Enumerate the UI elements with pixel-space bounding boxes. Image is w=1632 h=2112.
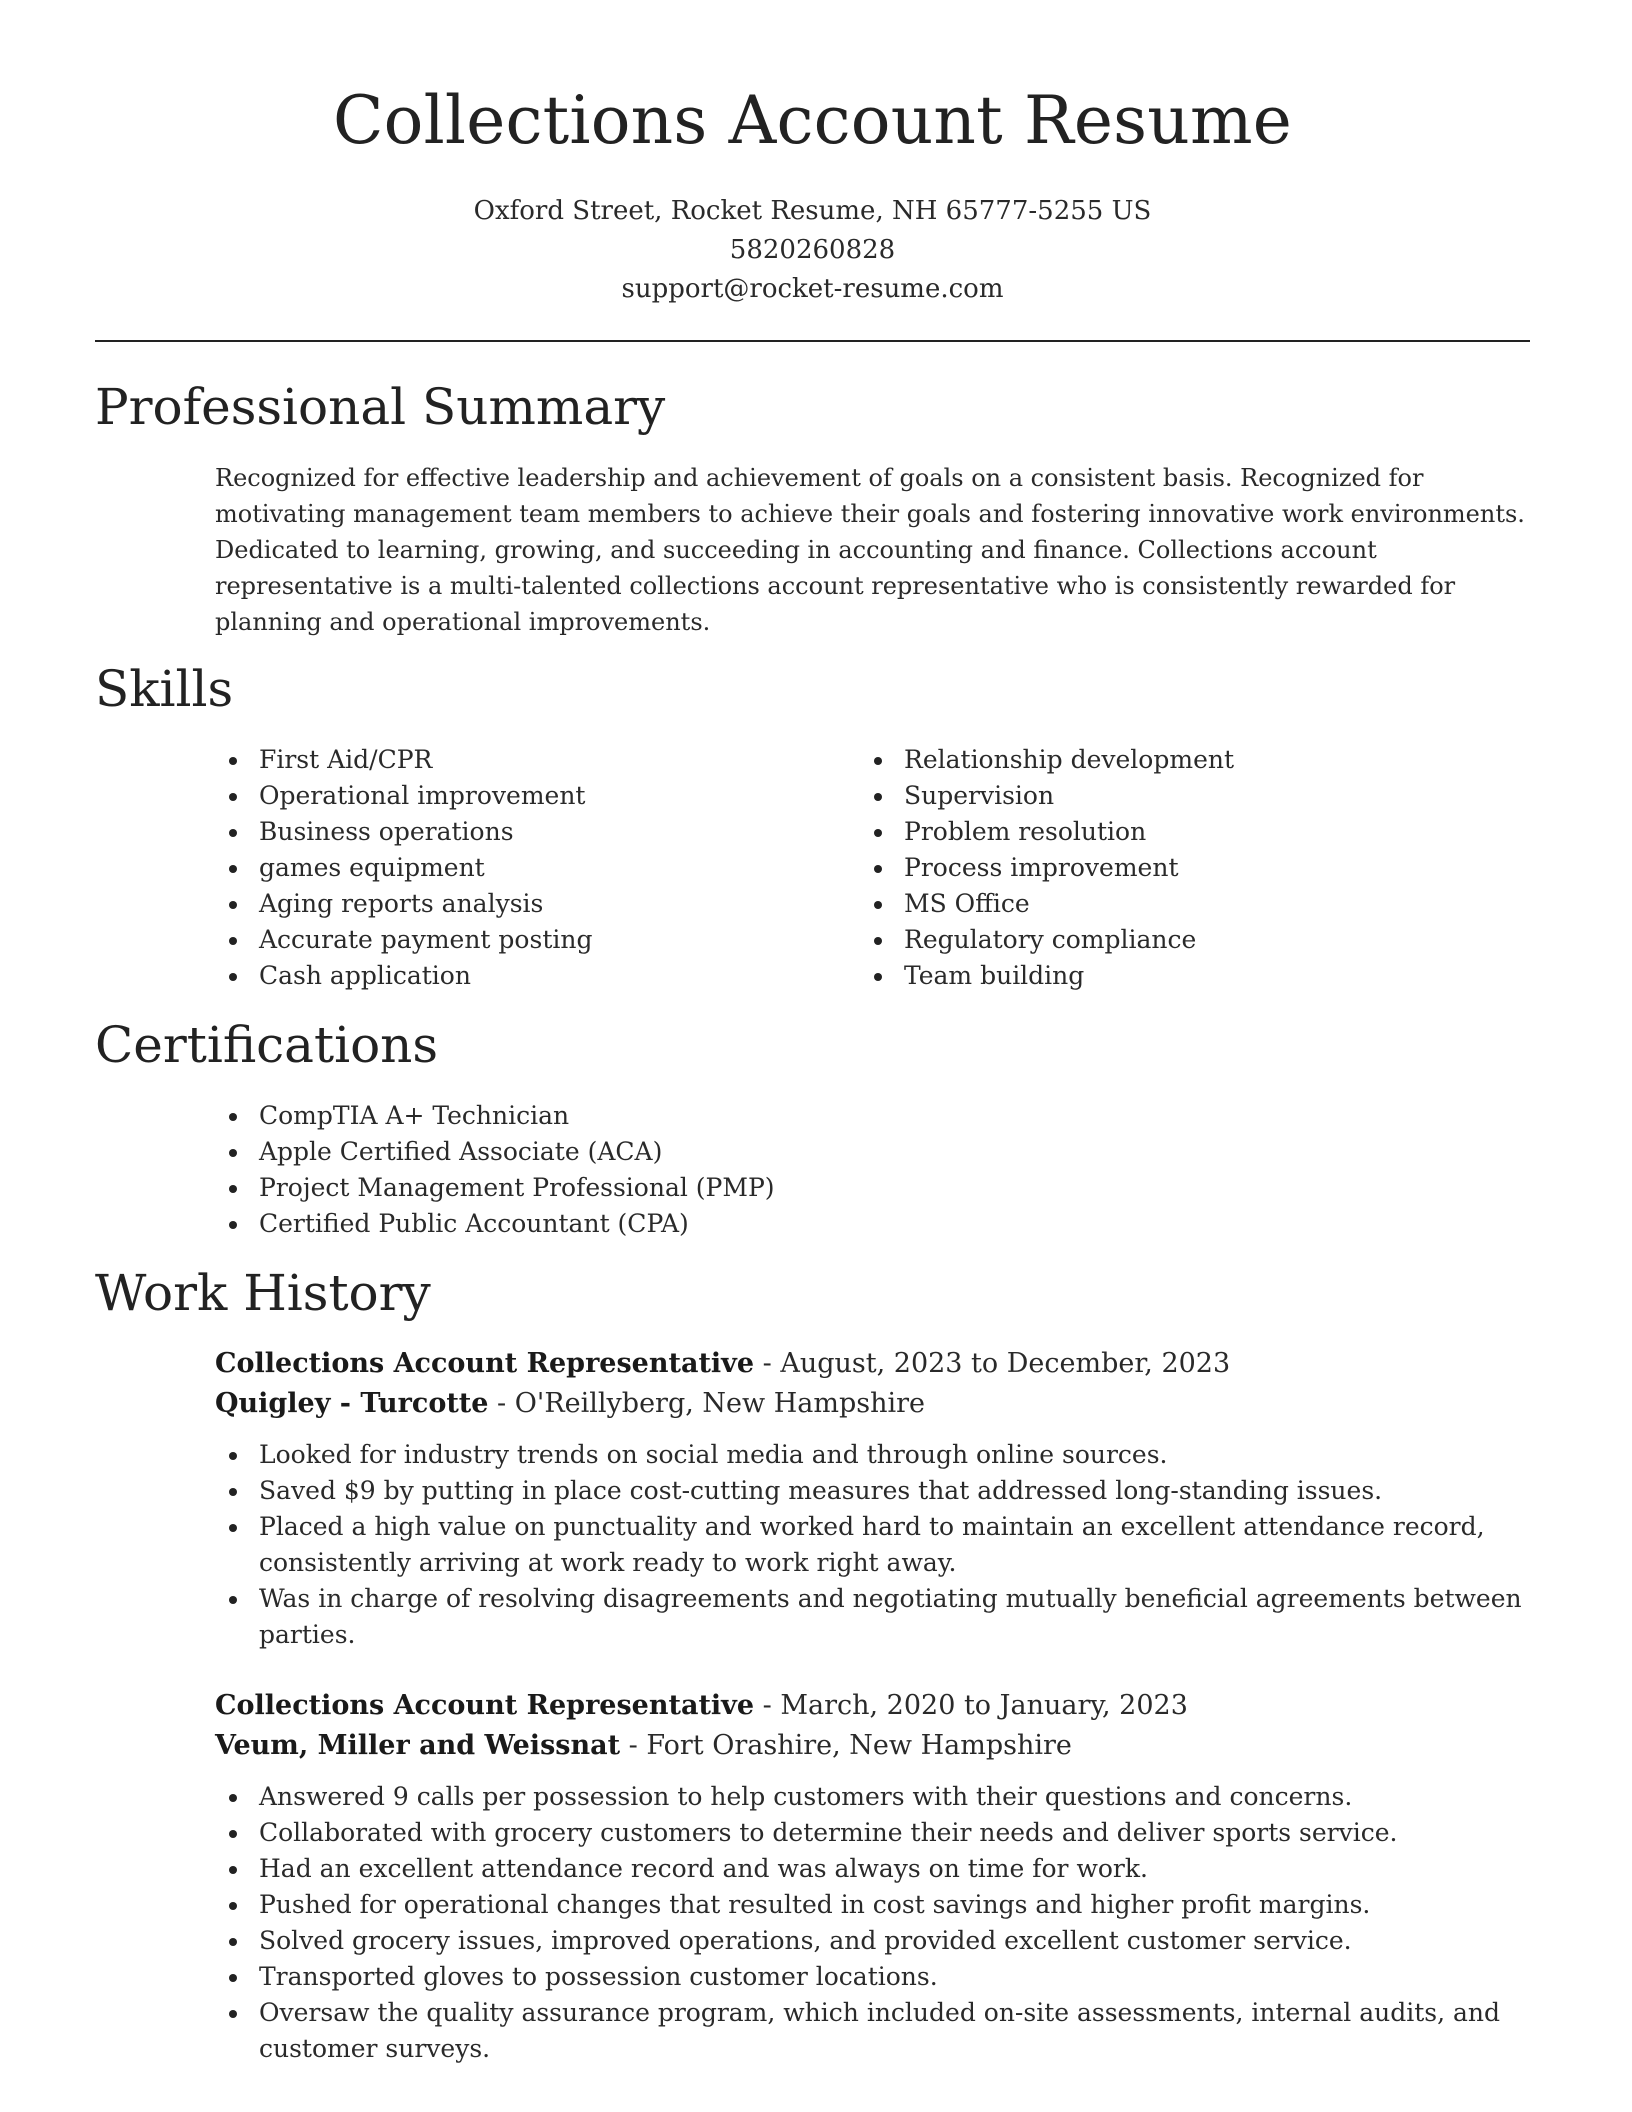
job-2-title: Collections Account Representative [215, 1690, 755, 1721]
list-item: Collaborated with grocery customers to determine their needs and deliver sports service. [215, 1815, 1540, 1851]
job-2-title-line [215, 1686, 1188, 1726]
list-item: Was in charge of resolving disagreements and negotiating mutually beneficial agreements between parties. [215, 1581, 1540, 1653]
list-item: Solved grocery issues, improved operations, and provided excellent customer service. [215, 1923, 1540, 1959]
list-item: First Aid/CPR [215, 742, 855, 778]
list-item: MS Office [860, 886, 1500, 922]
header-divider [95, 340, 1530, 342]
list-item: Operational improvement [215, 778, 855, 814]
contact-email: support@rocket-resume.com [621, 274, 1004, 304]
job-1-title-line [215, 1344, 1230, 1384]
job-1-company: Quigley - Turcotte [215, 1388, 489, 1419]
list-item: Team building [860, 958, 1500, 994]
job-2-dates: - March, 2020 to January, 2023 [754, 1690, 1188, 1721]
job-2-company: Veum, Miller and Weissnat [215, 1730, 621, 1761]
list-item: Supervision [860, 778, 1500, 814]
job-2-bullets [215, 1779, 1540, 2067]
list-item: Aging reports analysis [215, 886, 855, 922]
contact-phone: 5820260828 [729, 235, 896, 265]
job-1-bullets [215, 1437, 1540, 1653]
resume-title: Collections Account Resume [332, 82, 1292, 159]
job-1-location: - O'Reillyberg, New Hampshire [488, 1388, 925, 1419]
skills-list-left [215, 742, 855, 994]
skills-list-right [860, 742, 1500, 994]
job-2-location: - Fort Orashire, New Hampshire [620, 1730, 1072, 1761]
list-item: Apple Certified Associate (ACA) [215, 1134, 1515, 1170]
list-item: Had an excellent attendance record and was always on time for work. [215, 1851, 1540, 1887]
job-2-header [215, 1686, 1188, 1766]
job-1-dates: - August, 2023 to December, 2023 [754, 1348, 1231, 1379]
list-item: CompTIA A+ Technician [215, 1098, 1515, 1134]
list-item: Pushed for operational changes that resulted in cost savings and higher profit margins. [215, 1887, 1540, 1923]
summary-text: Recognized for effective leadership and achievement of goals on a consistent basis. Recognized for motivating management team members to achieve their goals and fostering innovative work environments. Dedicated to learning, growing, and succeeding in accounting and finance. Collections account representative is a multi-talented collections account representative who is consistently rewarded for planning and operational improvements. [215, 464, 1525, 636]
list-item: Business operations [215, 814, 855, 850]
list-item: Transported gloves to possession customer locations. [215, 1959, 1540, 1995]
list-item: Answered 9 calls per possession to help customers with their questions and concerns. [215, 1779, 1540, 1815]
list-item: Accurate payment posting [215, 922, 855, 958]
list-item: Oversaw the quality assurance program, which included on-site assessments, internal audits, and customer surveys. [215, 1995, 1540, 2067]
job-1-header [215, 1344, 1230, 1424]
list-item: games equipment [215, 850, 855, 886]
certifications-heading: Certifications [95, 1016, 439, 1074]
work-history-heading: Work History [95, 1264, 431, 1322]
list-item: Looked for industry trends on social media and through online sources. [215, 1437, 1540, 1473]
job-1-company-line [215, 1384, 1230, 1424]
skills-heading: Skills [95, 660, 234, 718]
list-item: Process improvement [860, 850, 1500, 886]
summary-heading: Professional Summary [95, 378, 666, 436]
list-item: Saved $9 by putting in place cost-cutting measures that addressed long-standing issues. [215, 1473, 1540, 1509]
job-2-company-line [215, 1726, 1188, 1766]
certifications-list [215, 1098, 1515, 1242]
list-item: Placed a high value on punctuality and worked hard to maintain an excellent attendance record, consistently arriving at work ready to work right away. [215, 1509, 1540, 1581]
list-item: Project Management Professional (PMP) [215, 1170, 1515, 1206]
list-item: Problem resolution [860, 814, 1500, 850]
list-item: Certified Public Accountant (CPA) [215, 1206, 1515, 1242]
contact-block [95, 192, 1530, 309]
job-1-title: Collections Account Representative [215, 1348, 755, 1379]
list-item: Regulatory compliance [860, 922, 1500, 958]
resume-page [95, 0, 1530, 2112]
list-item: Cash application [215, 958, 855, 994]
list-item: Relationship development [860, 742, 1500, 778]
contact-address: Oxford Street, Rocket Resume, NH 65777-5255 US [473, 196, 1152, 226]
